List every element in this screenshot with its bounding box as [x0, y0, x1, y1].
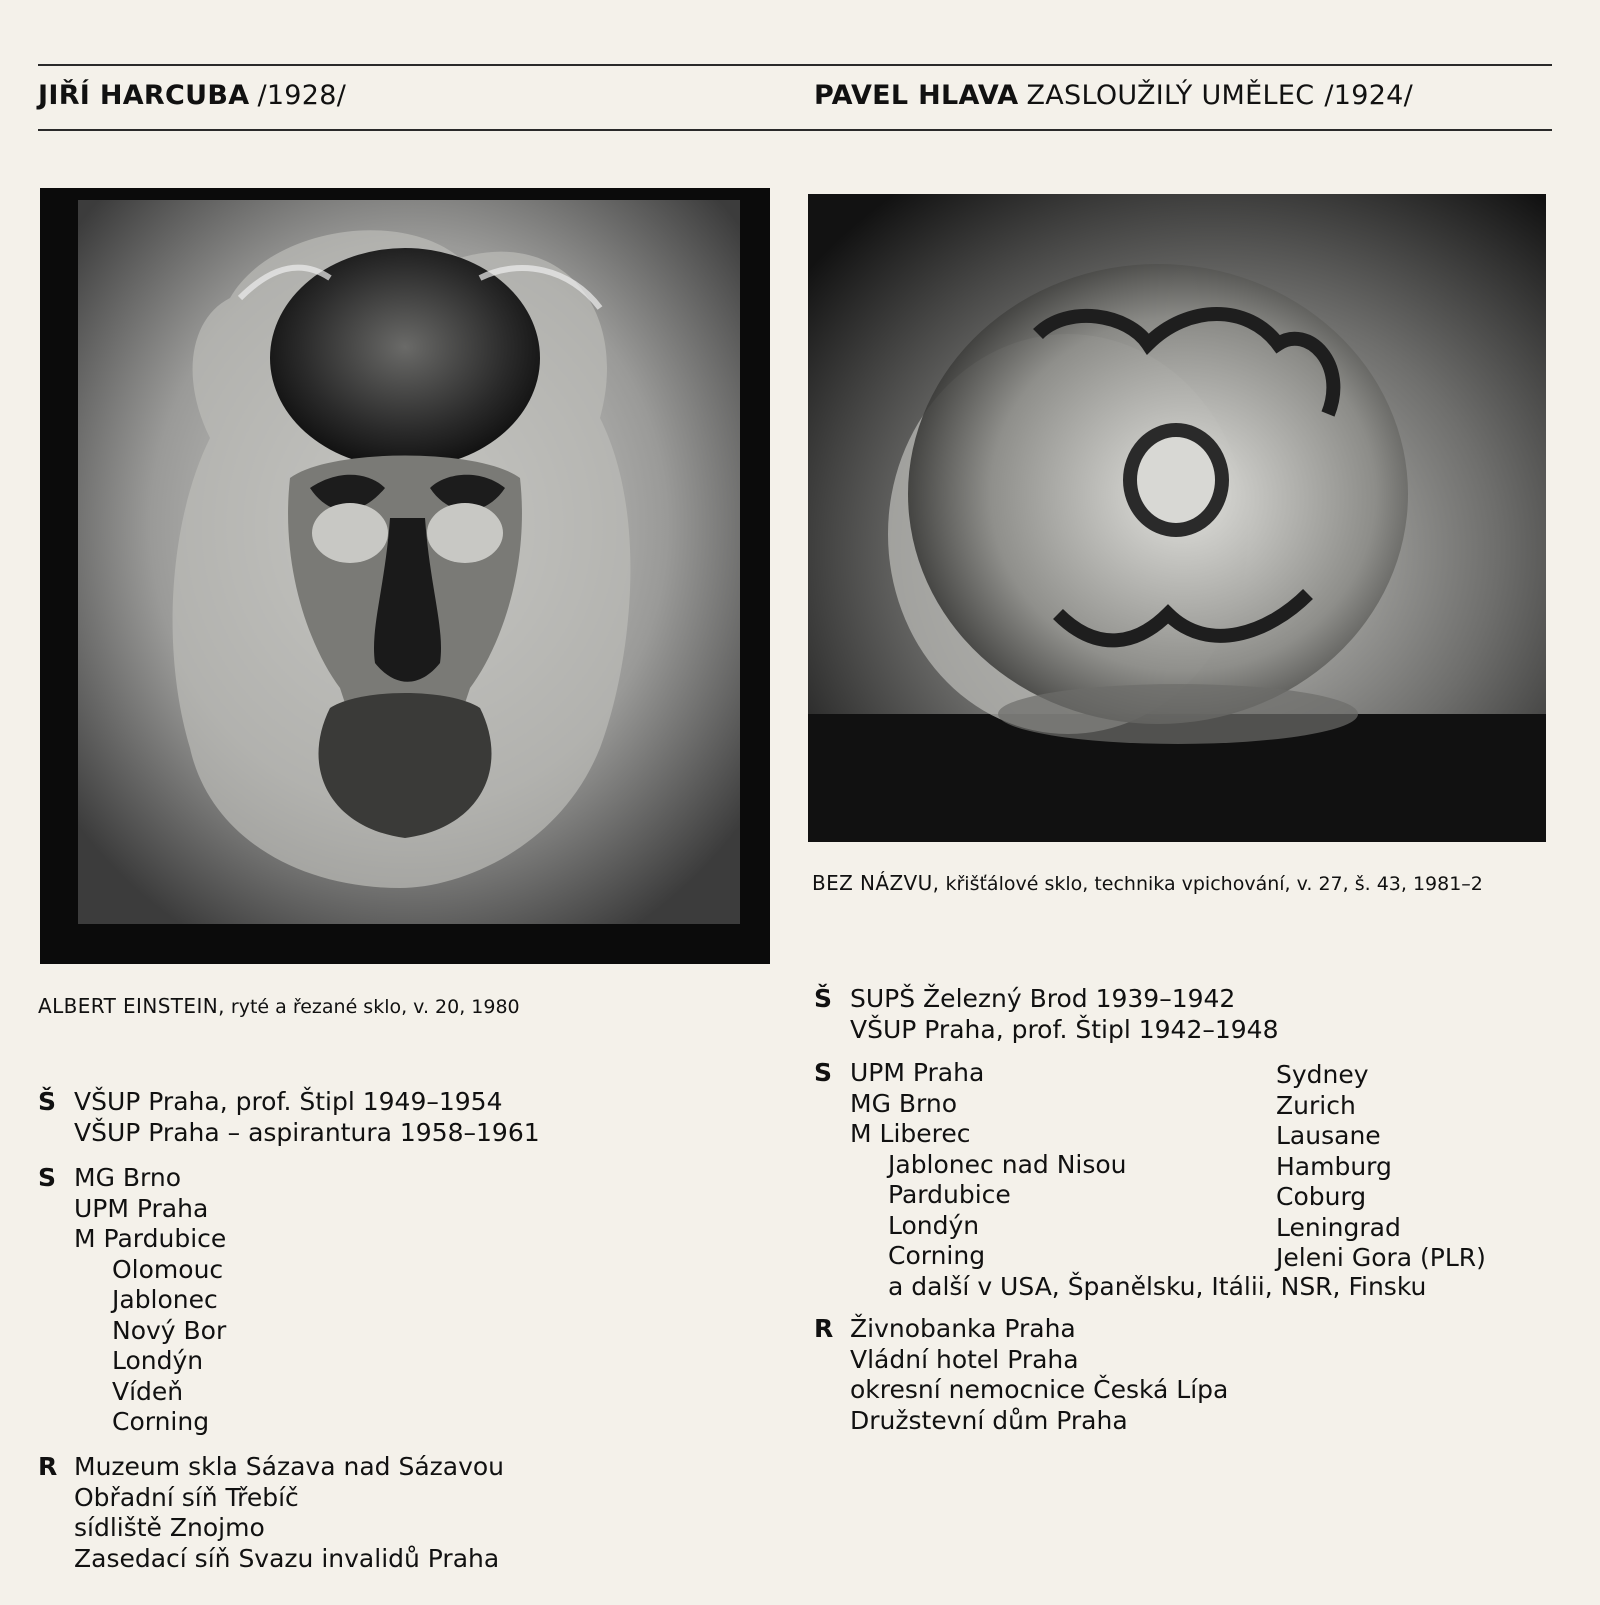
right-artist-year: /1924/ [1324, 80, 1414, 111]
right-artist-name: PAVEL HLAVA [814, 80, 1019, 111]
left-realization-item: sídliště Znojmo [74, 1513, 265, 1542]
einstein-glass-photo [40, 188, 770, 964]
right-collection-item: Londýn [888, 1210, 980, 1240]
right-collection-item: MG Brno [850, 1088, 958, 1118]
right-realization-item: Družstevní dům Praha [850, 1405, 1128, 1435]
right-collection-item: Leningrad [1276, 1212, 1401, 1242]
right-collection-item: Corning [888, 1241, 986, 1270]
left-realization-item: Muzeum skla Sázava nad Sázavou [74, 1452, 505, 1481]
right-realizations-letter: R [814, 1314, 834, 1343]
right-school-line: SUPŠ Železný Brod 1939–1942 [850, 984, 1236, 1013]
left-realizations-section [38, 1452, 504, 1574]
right-school-line: VŠUP Praha, prof. Štipl 1942–1948 [850, 1014, 1279, 1044]
left-collection-item: Olomouc [112, 1254, 224, 1284]
left-collection-item: M Pardubice [74, 1224, 227, 1253]
crystal-sculpture-image [808, 194, 1546, 842]
left-artist-year: /1928/ [257, 80, 347, 111]
left-caption [38, 994, 778, 1019]
left-school-line: VŠUP Praha – aspirantura 1958–1961 [74, 1117, 540, 1147]
left-realizations-letter: R [38, 1452, 58, 1481]
right-collection-item: Sydney [1276, 1060, 1369, 1089]
right-collections-section [814, 1058, 1554, 1302]
right-school-letter: Š [814, 984, 833, 1013]
right-collection-item: Pardubice [888, 1180, 1011, 1209]
right-caption [812, 871, 1548, 896]
top-rule [38, 64, 1552, 66]
right-collection-item: Zurich [1276, 1090, 1356, 1120]
right-artist-title: ZASLOUŽILÝ UMĚLEC [1026, 80, 1315, 111]
right-collection-item: Hamburg [1276, 1151, 1392, 1181]
left-collection-item: Nový Bor [112, 1315, 227, 1345]
left-caption-title: ALBERT EINSTEIN, [38, 994, 225, 1018]
left-collection-item: Vídeň [112, 1376, 184, 1406]
header-rule [38, 129, 1552, 131]
left-collection-item: UPM Praha [74, 1193, 209, 1223]
bez-nazvu-glass-photo [808, 194, 1546, 842]
right-realization-item: Živnobanka Praha [850, 1314, 1076, 1343]
right-collection-last-line: a další v USA, Španělsku, Itálii, NSR, Finsku [888, 1271, 1427, 1301]
right-realizations-section [814, 1314, 1228, 1436]
left-artist-name: JIŘÍ HARCUBA [38, 80, 250, 111]
left-caption-text: ryté a řezané sklo, v. 20, 1980 [230, 996, 520, 1018]
right-caption-title: BEZ NÁZVU, [812, 871, 940, 895]
right-collections-column-2 [1276, 1060, 1486, 1274]
right-collection-item: Jablonec nad Nisou [888, 1149, 1127, 1179]
right-collection-item: UPM Praha [850, 1058, 985, 1087]
left-collections-letter: S [38, 1163, 57, 1192]
right-collection-item: Coburg [1276, 1182, 1367, 1211]
left-collection-item: Jablonec [112, 1285, 218, 1314]
right-collection-item: Jeleni Gora (PLR) [1276, 1243, 1486, 1272]
right-caption-text: křišťálové sklo, technika vpichování, v. 27, š. 43, 1981–2 [945, 873, 1483, 895]
left-collections-section [38, 1163, 226, 1438]
left-collection-item: Corning [112, 1407, 210, 1436]
left-collection-item: MG Brno [74, 1163, 182, 1192]
right-artist-header [814, 80, 1413, 111]
left-collection-item: Londýn [112, 1346, 204, 1375]
right-collection-item: M Liberec [850, 1119, 971, 1148]
left-artist-header [38, 80, 346, 111]
right-realization-item: Vládní hotel Praha [850, 1344, 1079, 1374]
left-school-line: VŠUP Praha, prof. Štipl 1949–1954 [74, 1087, 503, 1116]
left-school-section [38, 1087, 540, 1148]
right-collection-item: Lausane [1276, 1121, 1381, 1150]
right-collections-letter: S [814, 1058, 833, 1087]
left-school-letter: Š [38, 1087, 57, 1116]
right-school-section [814, 984, 1278, 1045]
left-realization-item: Obřadní síň Třebíč [74, 1482, 299, 1512]
left-realization-item: Zasedací síň Svazu invalidů Praha [74, 1543, 500, 1573]
einstein-glass-image [40, 188, 770, 964]
right-realization-item: okresní nemocnice Česká Lípa [850, 1375, 1229, 1404]
